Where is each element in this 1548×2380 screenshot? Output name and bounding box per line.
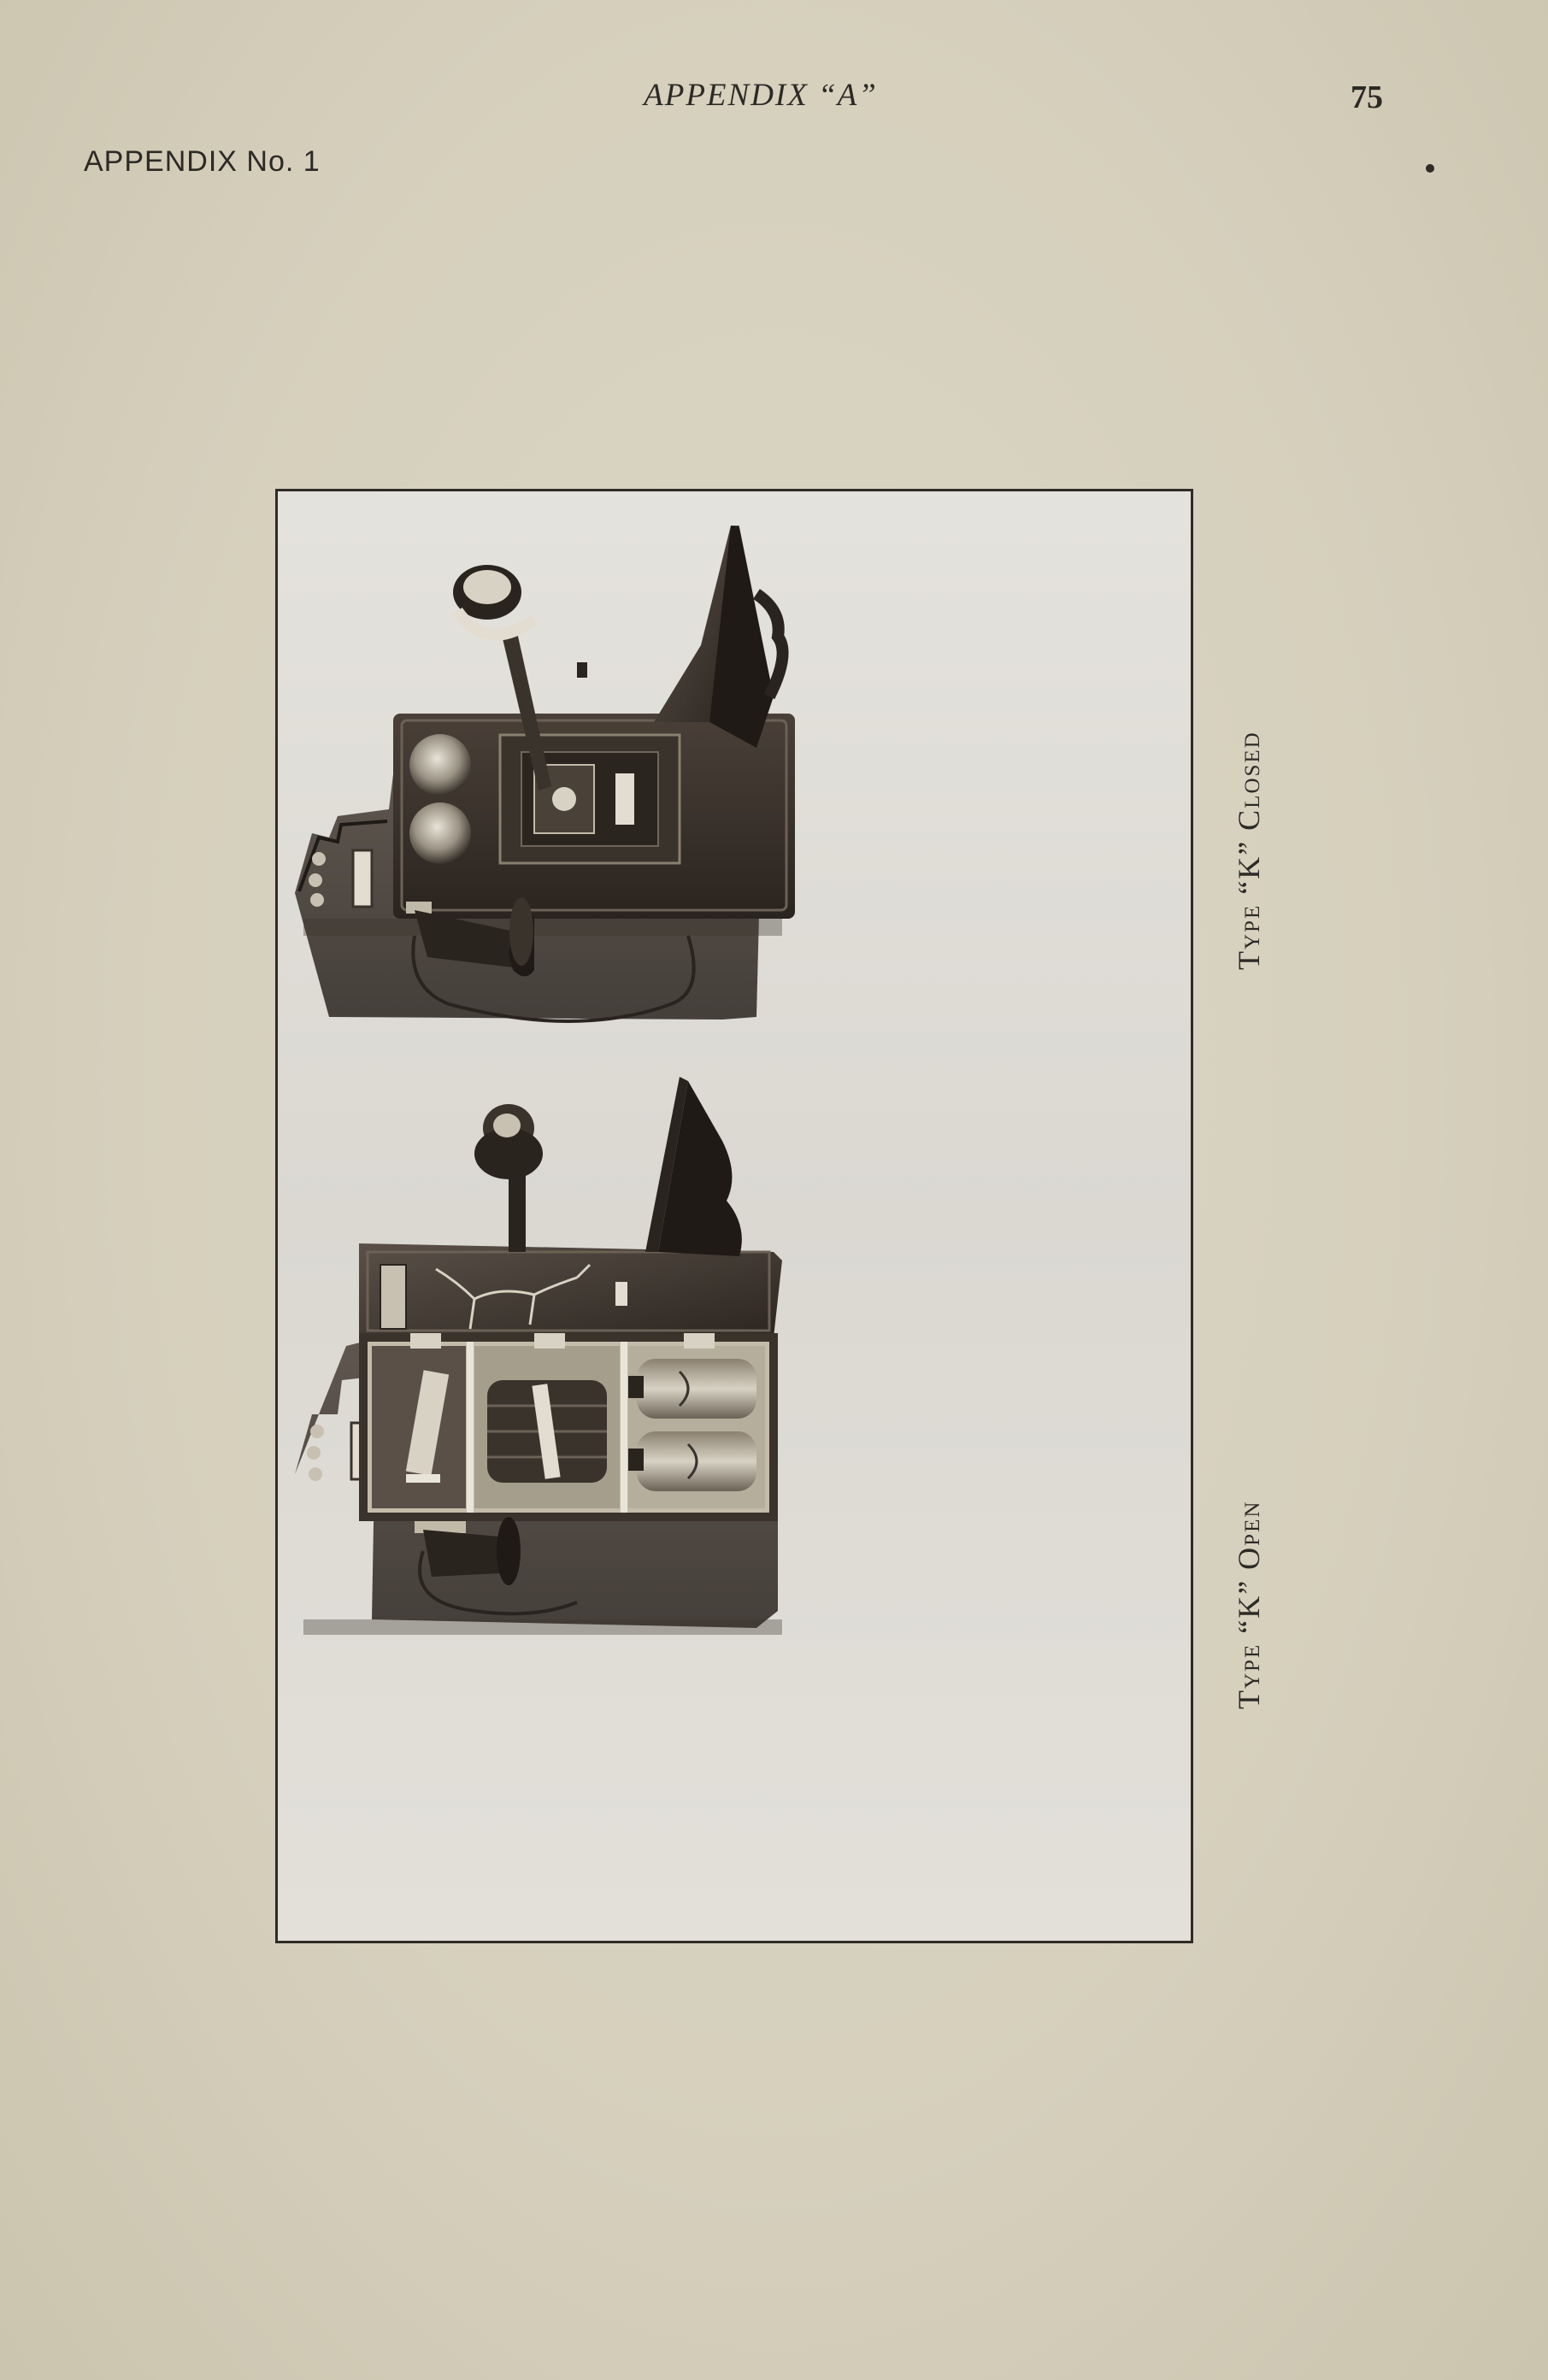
telephone-open-figure	[295, 1077, 782, 1635]
running-head: APPENDIX “A”	[644, 78, 878, 113]
photo-plate	[275, 489, 1193, 1943]
telephone-illustration	[278, 491, 1191, 1941]
caption-type-k-open: Type “K” Open	[1232, 1500, 1266, 1709]
appendix-label: APPENDIX No. 1	[84, 145, 321, 178]
speck	[1426, 164, 1434, 173]
caption-type-k-closed: Type “K” Closed	[1232, 731, 1266, 970]
telephone-closed-figure	[295, 526, 795, 1021]
page-number: 75	[1351, 79, 1383, 115]
